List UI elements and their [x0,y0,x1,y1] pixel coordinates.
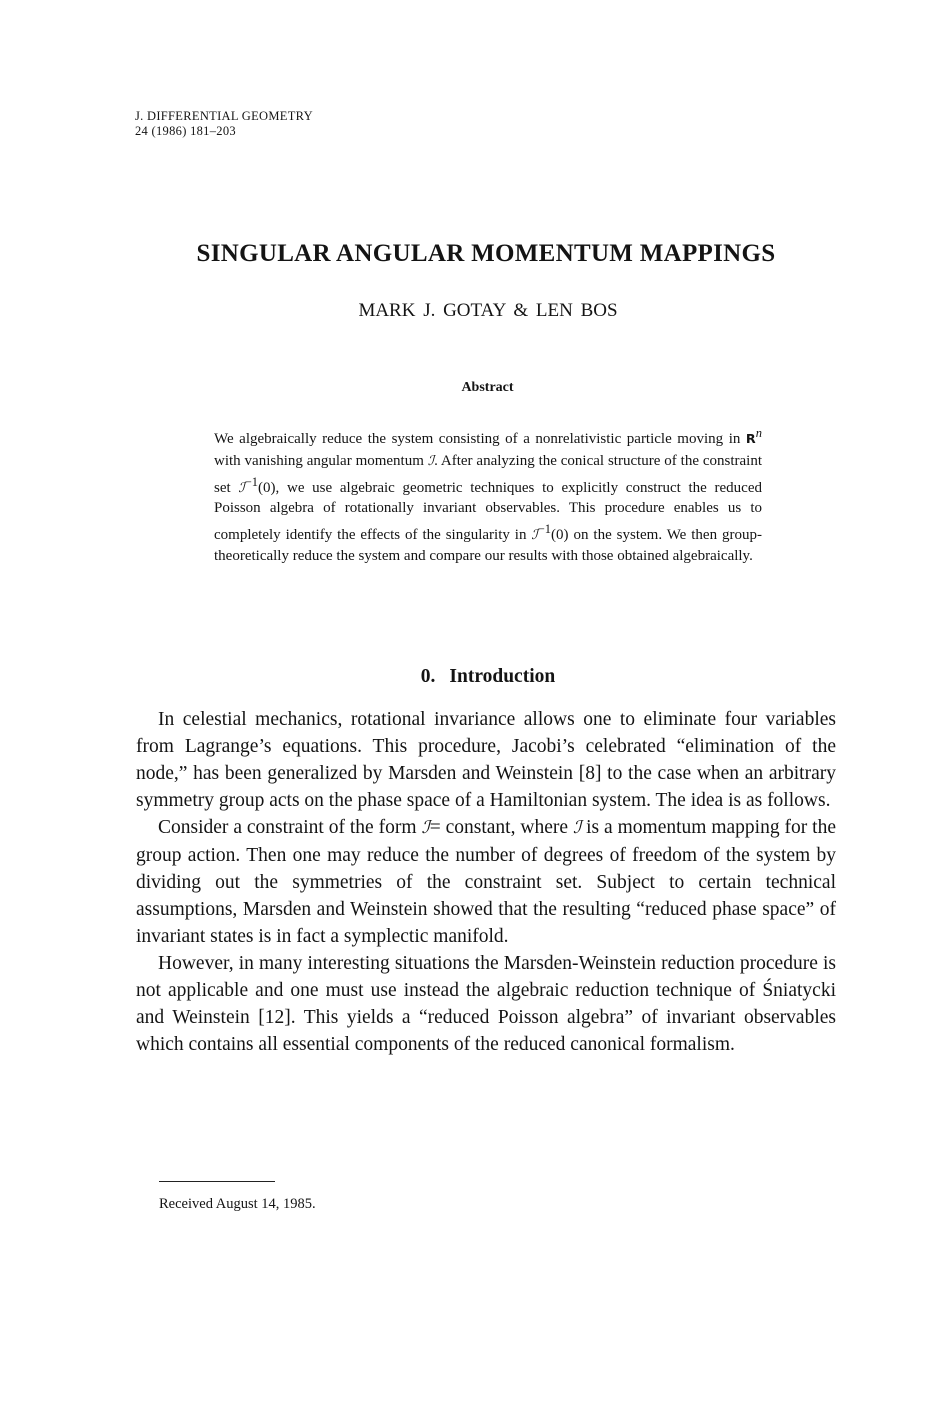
momentum-symbol: ℐ [531,527,538,544]
p2-seg-b: = constant, where [429,817,573,838]
abstract-seg3: . After analyzing the conical structure of the constraint set [214,452,762,496]
section-number: 0. [420,666,436,687]
paper-title: SINGULAR ANGULAR MOMENTUM MAPPINGS [196,240,776,267]
journal-name: J. DIFFERENTIAL GEOMETRY [135,109,313,123]
inverse-exponent: −1 [537,522,552,537]
paper-authors: MARK J. GOTAY & LEN BOS [358,300,618,321]
abstract-seg5: on the system. We then group-theoretically reduce the system and compare our results with those obtained algebraically. [214,527,763,564]
paragraph-2 [136,814,836,950]
journal-citation: 24 (1986) 181–203 [135,124,236,138]
abstract-seg2: with vanishing angular momentum [214,452,428,469]
momentum-symbol: ℐ [427,452,435,469]
abstract-text [214,423,762,567]
momentum-symbol: ℐ [238,479,245,496]
abstract-seg1: We algebraically reduce the system consisting of a nonrelativistic particle moving in [214,431,746,447]
footnote: Received August 14, 1985. [159,1196,316,1212]
p2-seg-c: is a momentum mapping for the group action. Then one may reduce the number of degrees of freedom of the system by dividing out the symmetries of the constraint set. Subject to certain technical assumptions, Marsden and Weinstein showed that the resulting “reduced phase space” of invariant states is in fact a symplectic manifold. [136,817,836,947]
body-text [136,706,836,1058]
momentum-symbol: ℐ [421,818,430,838]
momentum-symbol: ℐ [572,818,582,838]
zero-arg: (0) [551,527,569,544]
journal-header [135,109,313,139]
footnote-rule [159,1181,275,1182]
abstract-seg4: , we use algebraic geometric techniques to explicitly construct the reduced Poisson algebra of rotationally invariant observables. This procedure enables us to completely identify the effects of the singularity in [214,479,762,544]
paragraph-3: However, in many interesting situations the Marsden-Weinstein reduction procedure is not applicable and one must use instead the algebraic reduction technique of Śniatycki and Weinstein [12]. This yields a “reduced Poisson algebra” of invariant observables which contains all essential components of the reduced canonical formalism. [136,953,836,1055]
paragraph-1: In celestial mechanics, rotational invariance allows one to eliminate four variables from Lagrange’s equations. This procedure, Jacobi’s celebrated “elimination of the node,” has been generalized by Marsden and Weinstein [8] to the case when an arbitrary symmetry group acts on the phase space of a Hamiltonian system. The idea is as follows. [136,709,836,811]
inverse-exponent: −1 [244,474,259,489]
section-heading [0,666,944,688]
section-title: Introduction [449,666,556,687]
real-space-symbol: R [745,432,756,447]
p2-seg-a: Consider a constraint of the form [158,817,422,838]
zero-arg: (0) [258,479,276,496]
abstract-heading: Abstract [461,380,514,395]
dimension-n: n [755,426,762,440]
